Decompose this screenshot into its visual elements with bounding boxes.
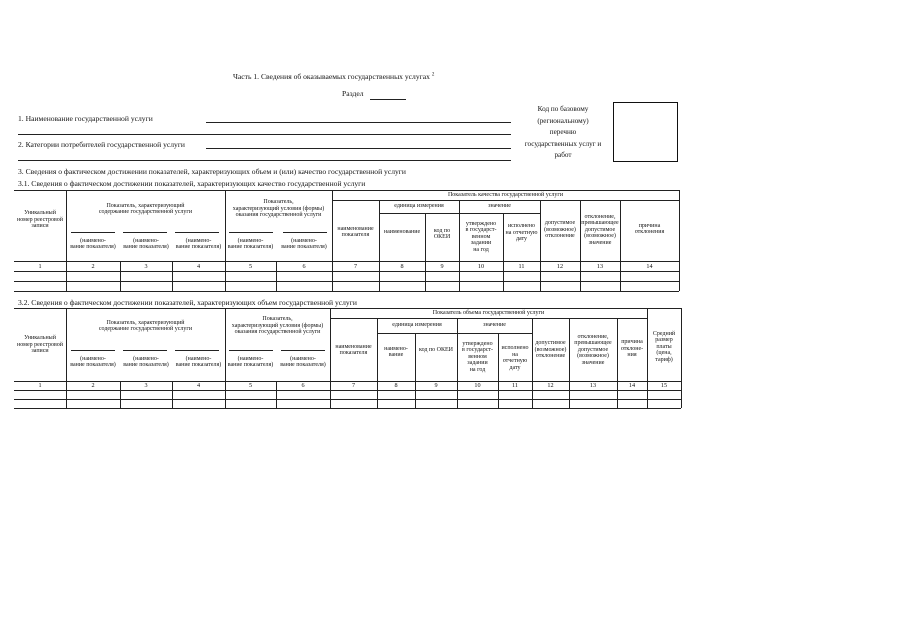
t1-col-number: 4 bbox=[196, 262, 201, 270]
t2-allowed: допустимое (возможное) отклонение bbox=[534, 340, 567, 360]
t1-indicator-name: наименование показателя bbox=[337, 225, 374, 238]
t2-unit-okei: код по ОКЕИ bbox=[418, 346, 454, 353]
t2-unit-name: наимено- вание bbox=[384, 345, 408, 358]
name-label: 1. Наименование государственной услуги bbox=[18, 114, 153, 123]
section-label: Раздел bbox=[342, 89, 364, 98]
name-line[interactable] bbox=[206, 122, 511, 123]
t1-sub-c: (наимено- вание показателя) bbox=[175, 237, 222, 250]
t1-col-number: 1 bbox=[38, 262, 42, 270]
t1-approved: утверждено в государст- венном задании на год bbox=[465, 220, 497, 253]
name-line-2[interactable] bbox=[18, 134, 511, 135]
t2-col-number: 7 bbox=[351, 382, 356, 389]
t1-col-number: 3 bbox=[144, 262, 148, 270]
t1-col-number: 11 bbox=[518, 262, 525, 270]
category-line[interactable] bbox=[206, 148, 511, 149]
t1-unit-okei: код по ОКЕИ bbox=[433, 227, 451, 240]
t2-unit-header: единица измерения bbox=[392, 322, 442, 329]
t2-col-number: 13 bbox=[589, 382, 597, 389]
t1-col-number: 9 bbox=[440, 262, 444, 270]
t2-sub-b: (наимено- вание показателя) bbox=[123, 355, 169, 368]
t1-col-number: 5 bbox=[248, 262, 253, 270]
t2-col-number: 15 bbox=[660, 382, 668, 389]
t2-col-number: 8 bbox=[394, 382, 398, 389]
t2-col-number: 6 bbox=[301, 382, 305, 389]
t1-quality-header: Показатель качества государственной услуги bbox=[447, 191, 564, 198]
t1-reason: причина отклонения bbox=[634, 222, 665, 235]
t2-reason: причина отклоне- ния bbox=[620, 339, 644, 359]
t2-col-number: 12 bbox=[547, 382, 554, 389]
t2-col-number: 2 bbox=[91, 382, 95, 389]
t1-sub-d: (наимено- вание показателя) bbox=[227, 237, 274, 250]
t1-col-number: 14 bbox=[646, 262, 653, 270]
t2-col-number: 1 bbox=[38, 382, 42, 389]
t1-col-number: 13 bbox=[596, 262, 604, 270]
t2-indicator-name: наименование показателя bbox=[335, 343, 372, 356]
t2-approved: утверждено в государст- венном задании на год bbox=[462, 340, 493, 373]
t1-col-number: 7 bbox=[353, 262, 358, 270]
t2-col-number: 4 bbox=[196, 382, 201, 389]
t1-sub-e: (наимено- вание показателя) bbox=[281, 237, 327, 250]
t2-col-number: 14 bbox=[628, 382, 636, 389]
section-3-2-title: 3.2. Сведения о фактическом достижении показателей, характеризующих объем государственной услуги bbox=[18, 298, 357, 307]
category-label: 2. Категории потребителей государственной услуги bbox=[18, 140, 185, 149]
t1-col-number: 12 bbox=[556, 262, 564, 270]
section-3-title: 3. Сведения о фактическом достижении показателей, характеризующих объем и (или) качество государственной услуги bbox=[18, 167, 406, 176]
section-number-line[interactable] bbox=[370, 99, 406, 100]
t1-col-number: 2 bbox=[91, 262, 95, 270]
category-line-2[interactable] bbox=[18, 160, 511, 161]
t1-allowed: допустимое (возможное) отклонение bbox=[544, 220, 576, 240]
t2-col-number: 5 bbox=[248, 382, 253, 389]
t1-sub-b: (наимено- вание показателя) bbox=[123, 237, 169, 250]
section-3-1-title: 3.1. Сведения о фактическом достижении показателей, характеризующих качество государственной услуги bbox=[18, 179, 366, 188]
t1-unit-name: наименование bbox=[383, 228, 421, 235]
t2-col-number: 11 bbox=[512, 382, 518, 389]
t1-unique-header: Уникальный номер реестровой записи bbox=[17, 210, 63, 230]
t1-col-number: 6 bbox=[302, 262, 306, 270]
t2-average-fee: Средний размер платы (цена, тариф) bbox=[652, 330, 676, 363]
t2-col-number: 10 bbox=[474, 382, 481, 389]
code-label: Код по базовому (региональному) перечню государственных услуг и работ bbox=[524, 105, 602, 159]
t1-col-number: 8 bbox=[400, 262, 404, 270]
t1-sub-a: (наимено- вание показателя) bbox=[70, 237, 116, 250]
t2-sub-a: (наимено- вание показателя) bbox=[70, 355, 116, 368]
t2-excess: отклонение, превышающее допустимое (возможное) значение bbox=[574, 333, 612, 366]
t2-unique-header: Уникальный номер реестровой записи bbox=[17, 335, 63, 355]
t2-col-number: 9 bbox=[434, 382, 438, 389]
t1-fulfilled: исполнено на отчетную дату bbox=[505, 223, 538, 243]
t2-sub-e: (наимено- вание показателя) bbox=[280, 355, 326, 368]
t2-value-header: значение bbox=[483, 322, 506, 329]
t2-conditions-header: Показатель, характеризующий условия (формы) оказания государственной услуги bbox=[231, 316, 324, 336]
t1-unit-header: единица измерения bbox=[394, 203, 444, 210]
t2-fulfilled: исполнено на отчетную дату bbox=[501, 345, 529, 371]
t1-col-number: 10 bbox=[477, 262, 485, 270]
t1-content-header: Показатель, характеризующий содержание государственной услуги bbox=[98, 202, 193, 215]
t1-value-header: значение bbox=[488, 203, 511, 210]
t2-sub-d: (наимено- вание показателя) bbox=[227, 355, 274, 368]
t2-sub-c: (наимено- вание показателя) bbox=[175, 355, 222, 368]
code-box[interactable] bbox=[613, 102, 678, 162]
t2-volume-header: Показатель объема государственной услуги bbox=[432, 309, 545, 316]
t2-col-number: 3 bbox=[144, 382, 148, 389]
t2-content-header: Показатель, характеризующий содержание государственной услуги bbox=[98, 319, 193, 332]
part-title: Часть 1. Сведения об оказываемых государственных услугах $^2$ bbox=[233, 72, 435, 81]
t1-conditions-header: Показатель, характеризующий условия (формы) оказания государственной услуги bbox=[232, 199, 325, 219]
t1-excess: отклонение, превышающее допустимое (возможное) значение bbox=[581, 213, 619, 246]
